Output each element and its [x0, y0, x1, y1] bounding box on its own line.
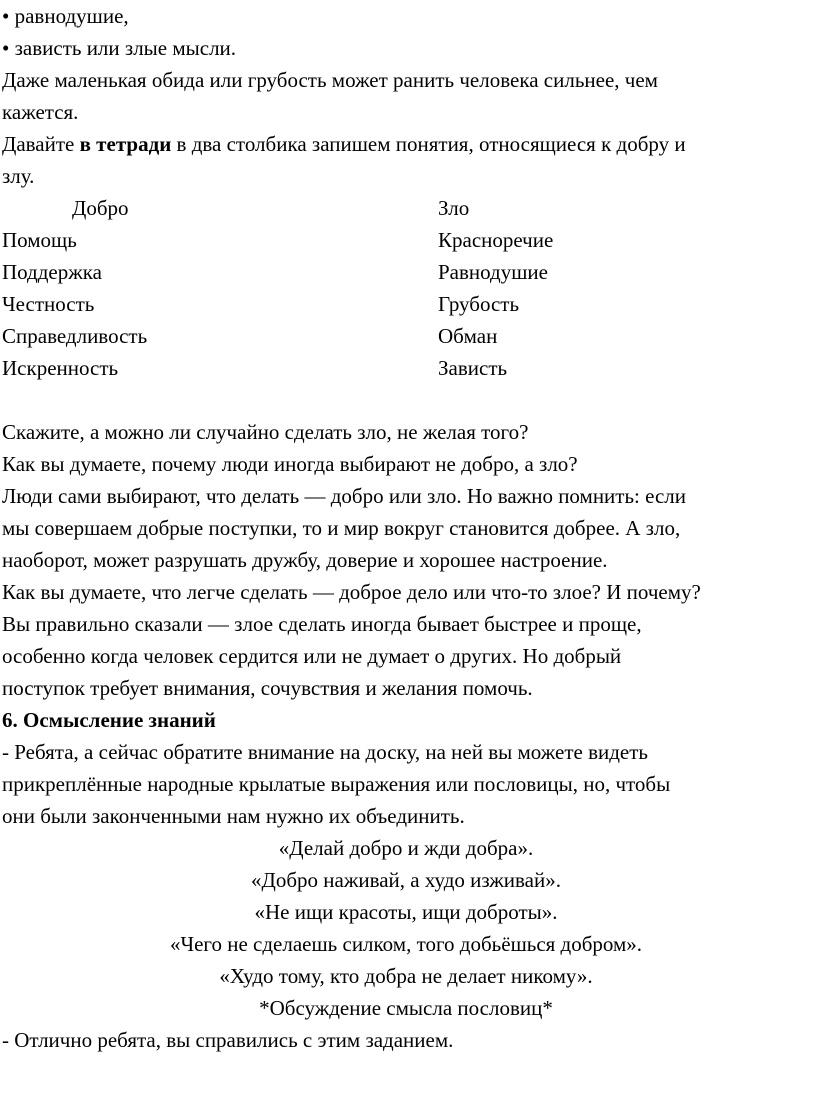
blank-line — [2, 384, 816, 416]
table-row — [2, 320, 816, 352]
instruction-line — [2, 128, 816, 160]
instruction-suffix: в два столбика запишем понятия, относящиеся к добру и — [171, 132, 686, 156]
section-line: они были законченными нам нужно их объединить. — [2, 804, 465, 828]
section-heading-text: 6. Осмысление знаний — [2, 708, 216, 732]
body-line: Вы правильно сказали — злое сделать иногда бывает быстрее и проще, — [2, 612, 642, 636]
body-line: Скажите, а можно ли случайно сделать зло, не желая того? — [2, 420, 529, 444]
column-header-good: Добро — [72, 196, 129, 220]
table-row — [2, 288, 816, 320]
bullet-line-envy: • зависть или злые мысли. — [2, 36, 237, 60]
table-header — [2, 192, 816, 224]
body-line: поступок требует внимания, сочувствия и желания помочь. — [2, 676, 533, 700]
proverb-line: «Худо тому, кто добра не делает никому». — [219, 964, 593, 988]
evil-cell: Обман — [438, 324, 498, 348]
body-line: особенно когда человек сердится или не думает о других. Но добрый — [2, 644, 622, 668]
bullet-line-indifference: • равнодушие, — [2, 4, 129, 28]
paragraph-line: Даже маленькая обида или грубость может ранить человека сильнее, чем — [2, 68, 658, 92]
column-header-evil: Зло — [438, 196, 470, 220]
section-line: - Ребята, а сейчас обратите внимание на доску, на ней вы можете видеть — [2, 740, 648, 764]
paragraph-line: кажется. — [2, 100, 79, 124]
body-line: Как вы думаете, почему люди иногда выбирают не добро, а зло? — [2, 452, 578, 476]
body-line: наоборот, может разрушать дружбу, доверие и хорошее настроение. — [2, 548, 608, 572]
evil-cell: Зависть — [438, 356, 508, 380]
instruction-line-cont: злу. — [2, 164, 35, 188]
good-cell: Помощь — [2, 228, 77, 252]
table-row — [2, 352, 816, 384]
evil-cell: Грубость — [438, 292, 520, 316]
good-cell: Честность — [2, 292, 95, 316]
proverb-line: «Добро наживай, а худо изживай». — [251, 868, 561, 892]
evil-cell: Красноречие — [438, 228, 554, 252]
section-line: прикреплённые народные крылатые выражения или пословицы, но, чтобы — [2, 772, 671, 796]
table-row — [2, 256, 816, 288]
good-cell: Искренность — [2, 356, 119, 380]
body-line: Люди сами выбирают, что делать — добро или зло. Но важно помнить: если — [2, 484, 687, 508]
body-line: мы совершаем добрые поступки, то и мир вокруг становится добрее. А зло, — [2, 516, 681, 540]
proverb-line: «Не ищи красоты, ищи доброты». — [254, 900, 558, 924]
evil-cell: Равнодушие — [438, 260, 548, 284]
discussion-note: *Обсуждение смысла пословиц* — [259, 996, 553, 1020]
instruction-prefix: Давайте — [2, 132, 80, 156]
proverb-line: «Делай добро и жди добра». — [278, 836, 534, 860]
proverb-line: «Чего не сделаешь силком, того добьёшься добром». — [169, 932, 643, 956]
section-heading — [2, 704, 816, 736]
body-line: Как вы думаете, что легче сделать — доброе дело или что-то злое? И почему? — [2, 580, 701, 604]
closing-line: - Отлично ребята, вы справились с этим заданием. — [2, 1028, 454, 1052]
good-cell: Поддержка — [2, 260, 102, 284]
instruction-bold: в тетради — [79, 132, 172, 156]
table-row — [2, 224, 816, 256]
good-cell: Справедливость — [2, 324, 148, 348]
